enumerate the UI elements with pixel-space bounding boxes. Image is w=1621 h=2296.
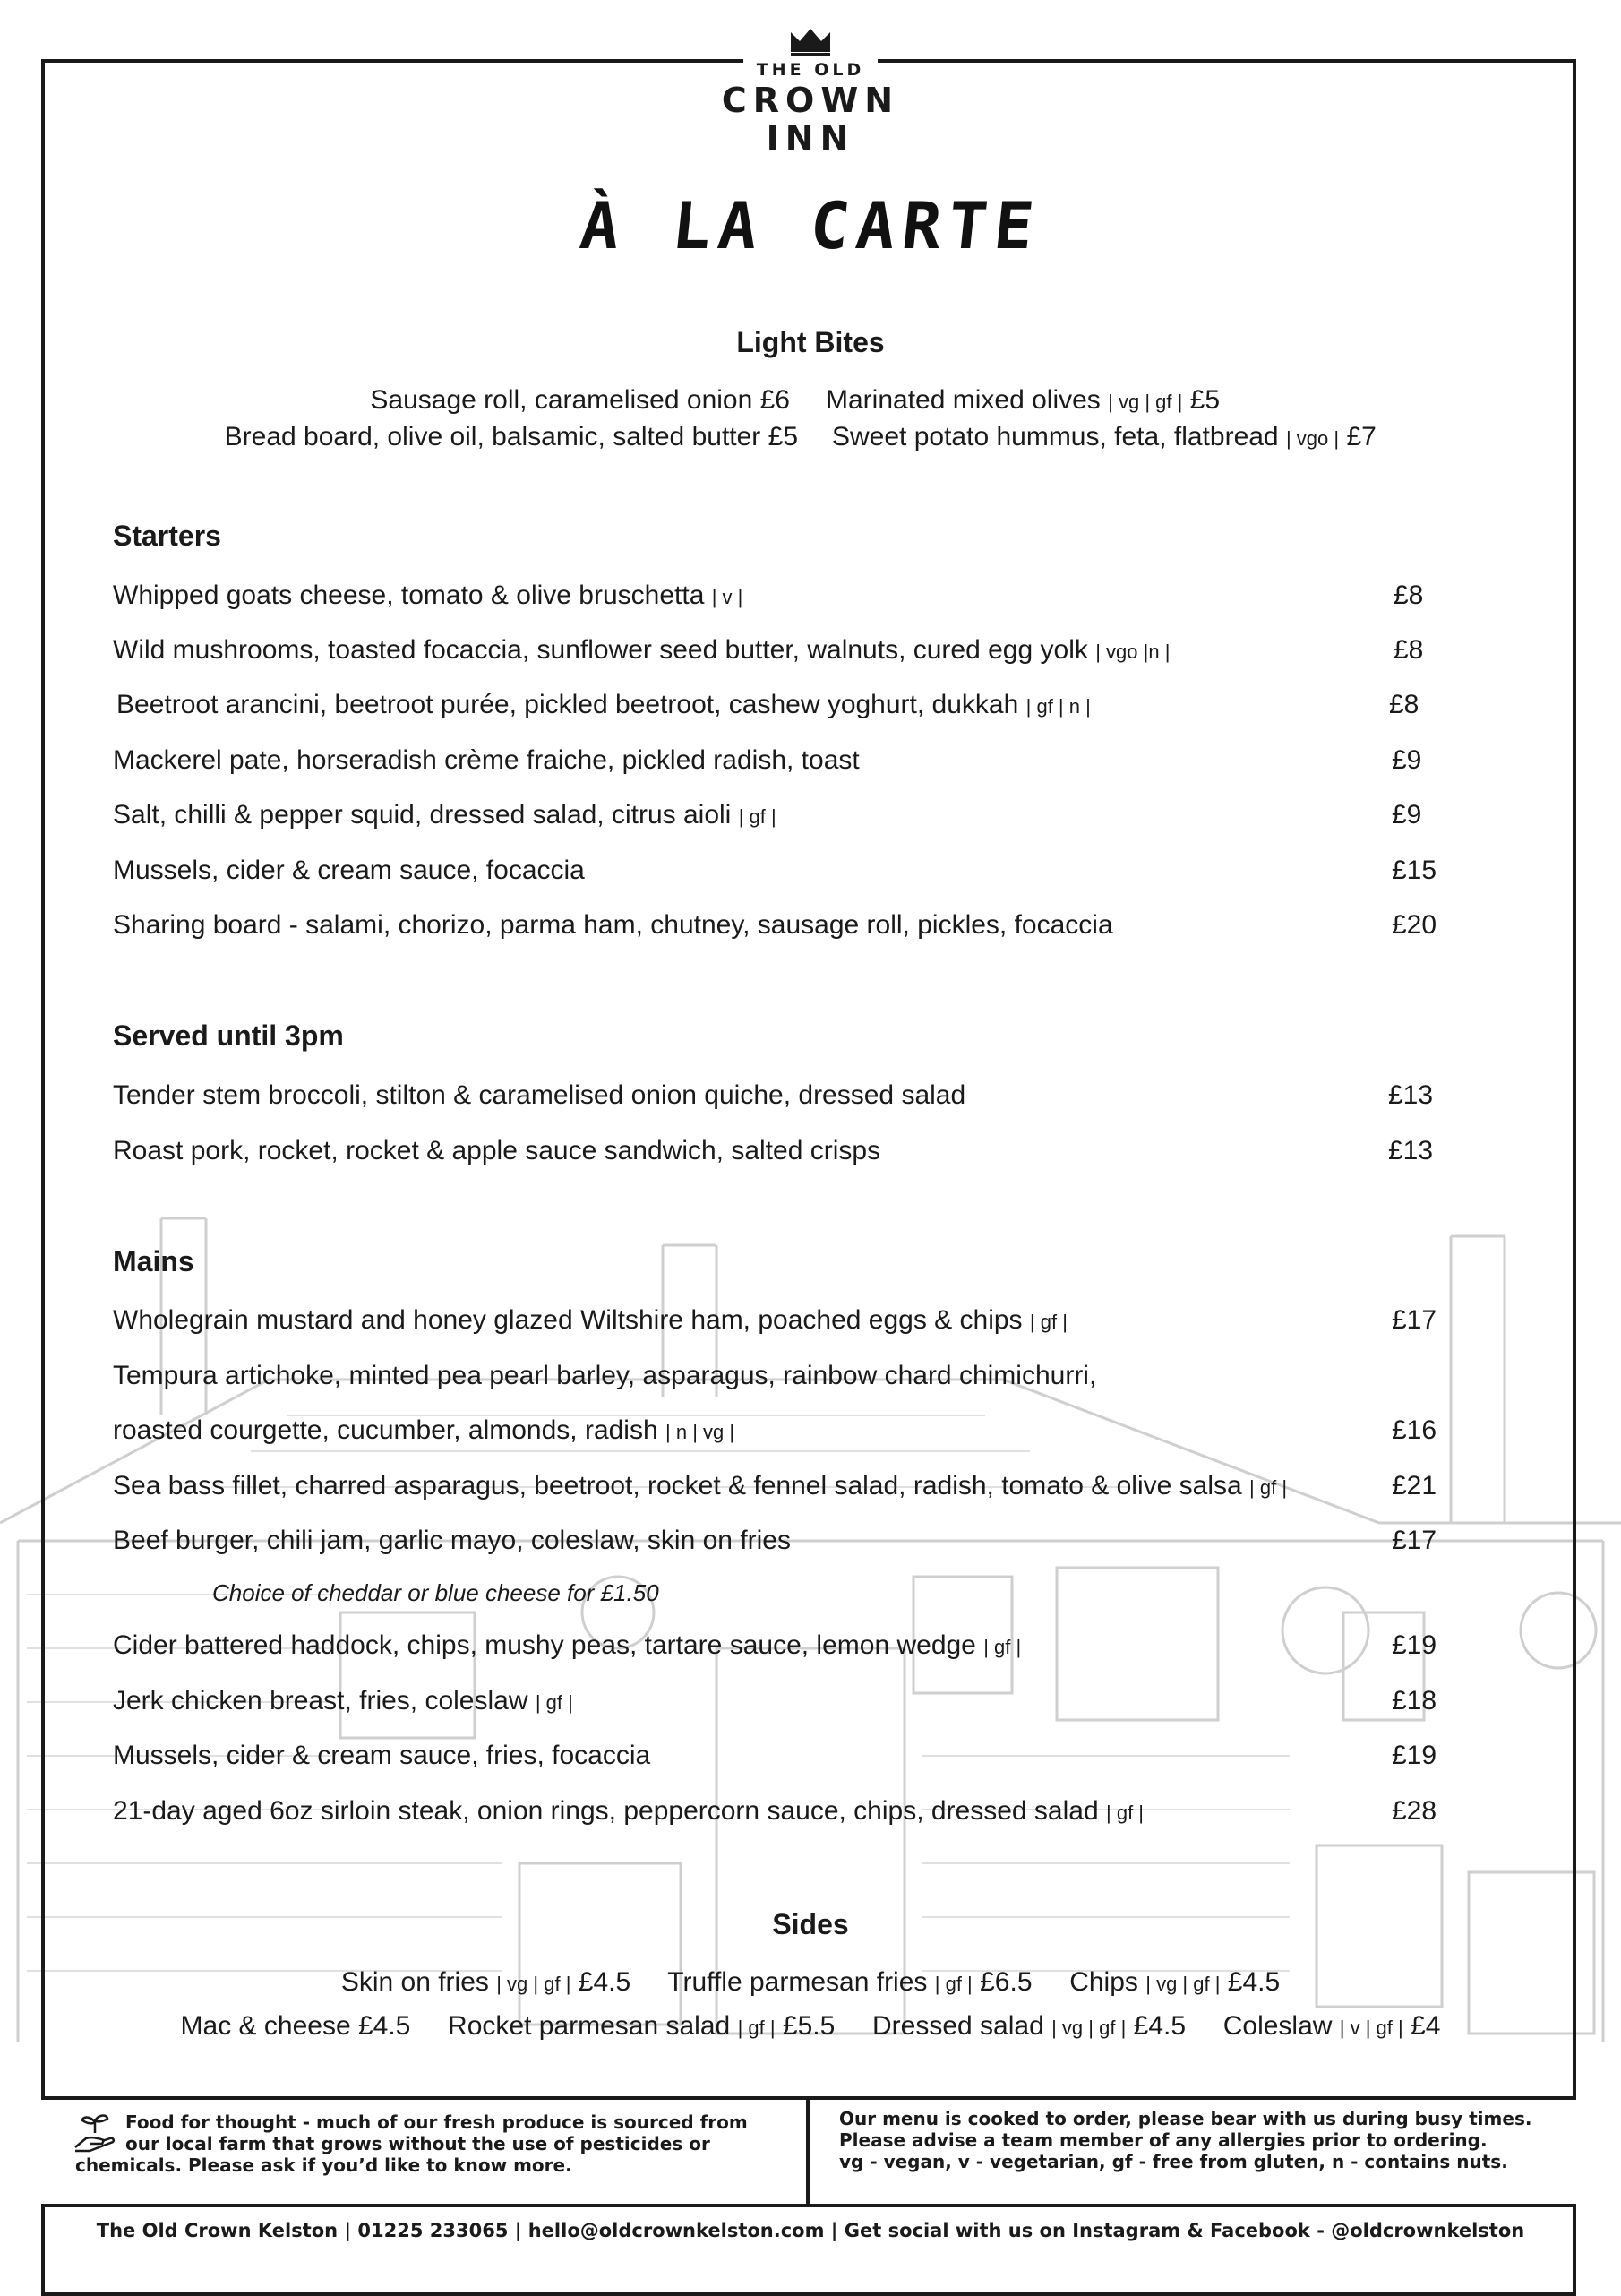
- mains-heading: Mains: [113, 1245, 194, 1277]
- footer-left-line: our local farm that grows without the use of pesticides or: [125, 2133, 710, 2154]
- menu-item: Wild mushrooms, toasted focaccia, sunflower seed butter, walnuts, cured egg yolk | vgo |n |: [113, 635, 1171, 665]
- light-bite-olives-name: Marinated mixed olives: [826, 385, 1101, 415]
- menu-item: Roast pork, rocket, rocket & apple sauce sandwich, salted crisps: [113, 1136, 881, 1165]
- menu-item: Salt, chilli & pepper squid, dressed salad, citrus aioli | gf |: [113, 800, 776, 830]
- menu-item-price: £9: [1392, 800, 1422, 830]
- menu-item: Whipped goats cheese, tomato & olive bruschetta | v |: [113, 580, 743, 610]
- menu-item-price: £18: [1392, 1686, 1437, 1716]
- food-for-thought-note: [75, 2111, 783, 2176]
- menu-item-price: £21: [1392, 1471, 1437, 1501]
- allergy-note: [839, 2108, 1556, 2172]
- menu-border: [41, 59, 1576, 2296]
- light-bite-hummus-tags: | vgo |: [1285, 427, 1340, 450]
- menu-item-price: £8: [1389, 690, 1419, 719]
- sides-row-2: [0, 2011, 1621, 2042]
- menu-item-price: £16: [1392, 1415, 1437, 1445]
- menu-item-price: £20: [1392, 910, 1437, 940]
- menu-item: Wholegrain mustard and honey glazed Wiltshire ham, poached eggs & chips | gf |: [113, 1305, 1068, 1335]
- menu-item: Beef burger, chili jam, garlic mayo, coleslaw, skin on fries: [113, 1526, 791, 1555]
- footer-right-line: vg - vegan, v - vegetarian, gf - free from gluten, n - contains nuts.: [839, 2151, 1508, 2172]
- side-item: Rocket parmesan salad | gf | £5.5: [448, 2011, 836, 2041]
- light-bite-hummus-price: £7: [1346, 422, 1377, 451]
- footer-rule: [41, 2204, 1576, 2207]
- menu-item: Mussels, cider & cream sauce, fries, focaccia: [113, 1741, 651, 1770]
- side-item: Truffle parmesan fries | gf | £6.5: [667, 1967, 1033, 1997]
- side-item: Mac & cheese £4.5: [180, 2011, 411, 2041]
- menu-item: Mackerel pate, horseradish crème fraiche, pickled radish, toast: [113, 745, 860, 775]
- menu-item: Jerk chicken breast, fries, coleslaw | gf |: [113, 1686, 573, 1716]
- menu-item-price: £9: [1392, 745, 1422, 775]
- light-bite-olives-price: £5: [1189, 385, 1221, 415]
- light-bite-olives: [826, 385, 1220, 416]
- menu-item: Mussels, cider & cream sauce, focaccia: [113, 856, 585, 885]
- light-bite-sausage-roll: Sausage roll, caramelised onion £6: [370, 385, 790, 415]
- menu-item: Sea bass fillet, charred asparagus, beetroot, rocket & fennel salad, radish, tomato & olive salsa | gf |: [113, 1471, 1288, 1501]
- light-bite-olives-tags: | vg | gf |: [1108, 391, 1183, 413]
- sides-heading: Sides: [772, 1908, 849, 1940]
- inn-logo: [708, 27, 913, 156]
- menu-item-price: £15: [1392, 856, 1437, 885]
- burger-cheese-note: Choice of cheddar or blue cheese for £1.50: [212, 1579, 659, 1606]
- side-item: Chips | vg | gf | £4.5: [1069, 1967, 1281, 1997]
- brand-line-3: INN: [766, 118, 855, 158]
- menu-item: Cider battered haddock, chips, mushy peas, tartare sauce, lemon wedge | gf |: [113, 1630, 1022, 1660]
- menu-item: Beetroot arancini, beetroot purée, pickled beetroot, cashew yoghurt, dukkah | gf | n |: [116, 690, 1091, 719]
- footer-divider: [806, 2096, 810, 2206]
- menu-item-price: £19: [1392, 1630, 1437, 1660]
- menu-item-price: £8: [1394, 580, 1424, 610]
- light-bite-hummus: [832, 422, 1377, 452]
- menu-item: Sharing board - salami, chorizo, parma ham, chutney, sausage roll, pickles, focaccia: [113, 910, 1113, 940]
- brand-line-2: CROWN: [721, 81, 900, 120]
- side-item: Skin on fries | vg | gf | £4.5: [340, 1967, 631, 1997]
- light-bite-hummus-name: Sweet potato hummus, feta, flatbread: [832, 422, 1279, 451]
- footer-right-line: Our menu is cooked to order, please bear with us during busy times.: [839, 2108, 1532, 2129]
- side-item: Coleslaw | v | gf | £4: [1222, 2011, 1441, 2041]
- menu-item-price: £17: [1392, 1305, 1437, 1335]
- side-item: Dressed salad | vg | gf | £4.5: [872, 2011, 1187, 2041]
- served-until-heading: Served until 3pm: [113, 1019, 344, 1052]
- menu-item: Tempura artichoke, minted pea pearl barley, asparagus, rainbow chard chimichurri,: [113, 1361, 1097, 1390]
- light-bite-bread-board: Bread board, olive oil, balsamic, salted butter £5: [224, 422, 798, 451]
- menu-item-price: £17: [1392, 1526, 1437, 1555]
- menu-item-price: £13: [1388, 1136, 1434, 1165]
- menu-item: 21-day aged 6oz sirloin steak, onion rings, peppercorn sauce, chips, dressed salad | gf |: [113, 1796, 1145, 1826]
- menu-item: roasted courgette, cucumber, almonds, radish | n | vg |: [113, 1415, 735, 1445]
- contact-line: The Old Crown Kelston | 01225 233065 | hello@oldcrownkelston.com | Get social with us on Instagram & Facebook - @oldcrownkelston: [96, 2220, 1525, 2241]
- brand-line-1: THE OLD: [756, 60, 865, 80]
- sides-row-1: [0, 1967, 1621, 1998]
- crown-icon: [788, 27, 833, 57]
- footer-right-line: Please advise a team member of any allergies prior to ordering.: [839, 2129, 1488, 2151]
- menu-item: Tender stem broccoli, stilton & caramelised onion quiche, dressed salad: [113, 1080, 966, 1110]
- starters-heading: Starters: [113, 520, 221, 552]
- menu-item-price: £28: [1392, 1796, 1437, 1826]
- menu-item-price: £19: [1392, 1741, 1437, 1770]
- footer-left-line: chemicals. Please ask if you’d like to know more.: [75, 2154, 572, 2176]
- menu-item-price: £13: [1388, 1080, 1434, 1110]
- menu-item-price: £8: [1394, 635, 1424, 665]
- footer-left-line: Food for thought - much of our fresh produce is sourced from: [125, 2111, 748, 2133]
- page-title: À LA CARTE: [576, 188, 1045, 263]
- light-bites-heading: Light Bites: [736, 326, 885, 358]
